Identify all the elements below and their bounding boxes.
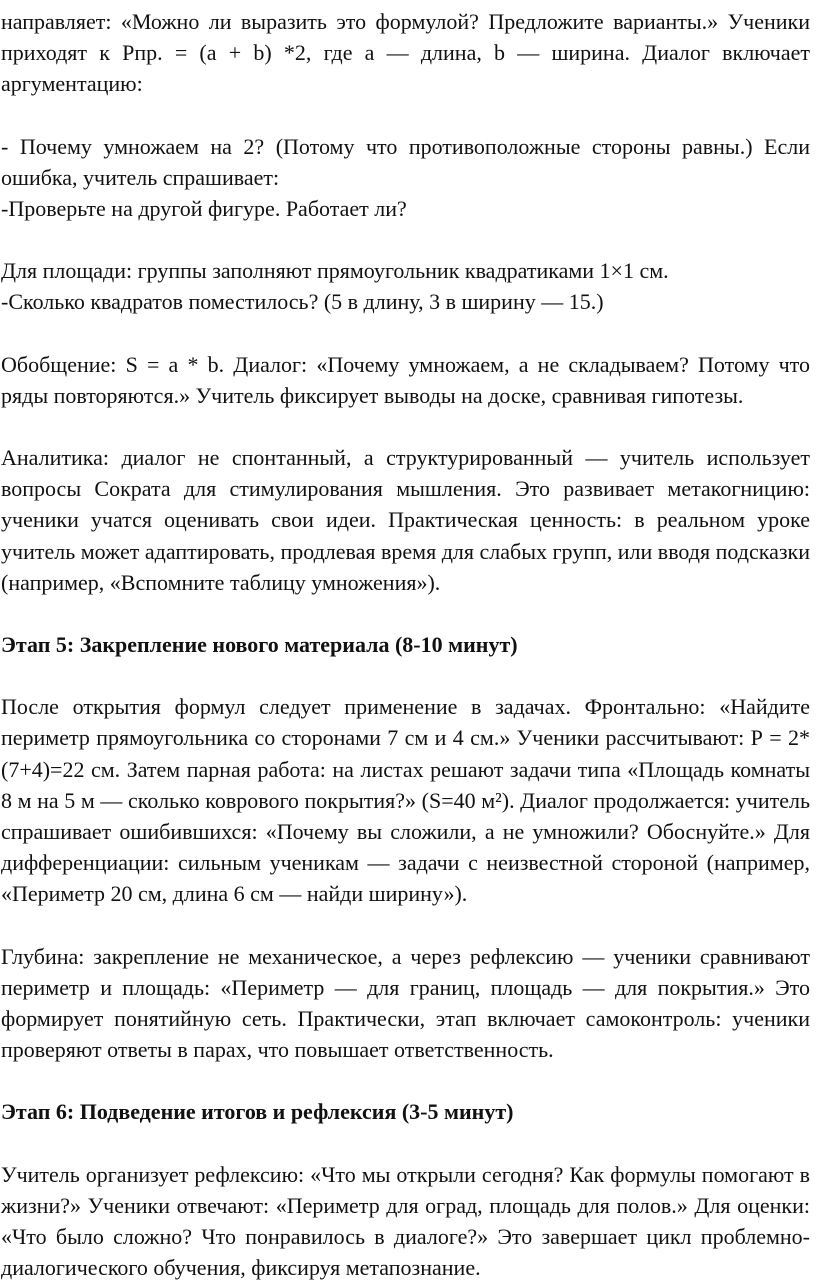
paragraph-analytics: Аналитика: диалог не спонтанный, а структурированный — учитель использует вопросы Сократа для стимулирования мышления. Это развивает метакогницию: ученики учатся оценивать свои идеи. Практическая ценность: в реальном уроке учитель может адаптировать, продлевая время для слабых групп, или вводя подсказки (например, «Вспомните таблицу умножения»). — [1, 445, 810, 595]
heading-stage-6: Этап 6: Подведение итогов и рефлексия (3-5 минут) — [1, 1099, 514, 1125]
paragraph-formula-discovery: направляет: «Можно ли выразить это формулой? Предложите варианты.» Ученики приходят к Рпр. = (a + b) *2, где a — длина, b — ширина. Диалог включает аргументацию: — [1, 9, 810, 97]
paragraph-gap — [1, 1065, 810, 1096]
paragraph-consolidation: После открытия формул следует применение в задачах. Фронтально: «Найдите периметр прямоугольника со сторонами 7 см и 4 см.» Ученики рассчитывают: Р = 2*(7+4)=22 см. Затем парная работа: на листах решают задачи типа «Площадь комнаты 8 м на 5 м — сколько коврового покрытия?» (S=40 м²). Диалог продолжается: учитель спрашивает ошибившихся: «Почему вы сложили, а не умножили? Обоснуйте.» Для дифференциации: сильным ученикам — задачи с неизвестной стороной (например, «Периметр 20 см, длина 6 см — найди ширину»). — [1, 694, 810, 907]
paragraph-gap — [1, 100, 810, 131]
paragraph-generalization: Обобщение: S = a * b. Диалог: «Почему умножаем, а не складываем? Потому что ряды повторяются.» Учитель фиксирует выводы на доске, сравнивая гипотезы. — [1, 351, 810, 408]
paragraph-depth: Глубина: закрепление не механическое, а через рефлексию — ученики сравнивают периметр и площадь: «Периметр — для границ, площадь — для покрытия.» Это формирует понятийную сеть. Практически, этап включает самоконтроль: ученики проверяют ответы в парах, что повышает ответственность. — [1, 943, 810, 1063]
heading-stage-5: Этап 5: Закрепление нового материала (8-10 минут) — [1, 632, 518, 658]
paragraph-gap — [1, 1128, 810, 1159]
paragraph-gap — [1, 224, 810, 255]
paragraph-gap — [1, 660, 810, 691]
paragraph-gap — [1, 411, 810, 442]
paragraph-gap — [1, 910, 810, 941]
paragraph-area-groups: Для площади: группы заполняют прямоугольник квадратиками 1×1 см. — [1, 258, 669, 284]
paragraph-squares-count: -Сколько квадратов поместилось? (5 в длину, 3 в ширину — 15.) — [1, 289, 604, 315]
paragraph-gap — [1, 598, 810, 629]
paragraph-check-figure: -Проверьте на другой фигуре. Работает ли? — [1, 196, 407, 222]
paragraph-gap — [1, 318, 810, 349]
paragraph-why-multiply: - Почему умножаем на 2? (Потому что противоположные стороны равны.) Если ошибка, учитель спрашивает: — [1, 133, 810, 190]
paragraph-reflection: Учитель организует рефлексию: «Что мы открыли сегодня? Как формулы помогают в жизни?» Ученики отвечают: «Периметр для оград, площадь для полов.» Для оценки: «Что было сложно? Что понравилось в диалоге?» Это завершает цикл проблемно-диалогического обучения, фиксируя метапознание. — [1, 1161, 810, 1281]
